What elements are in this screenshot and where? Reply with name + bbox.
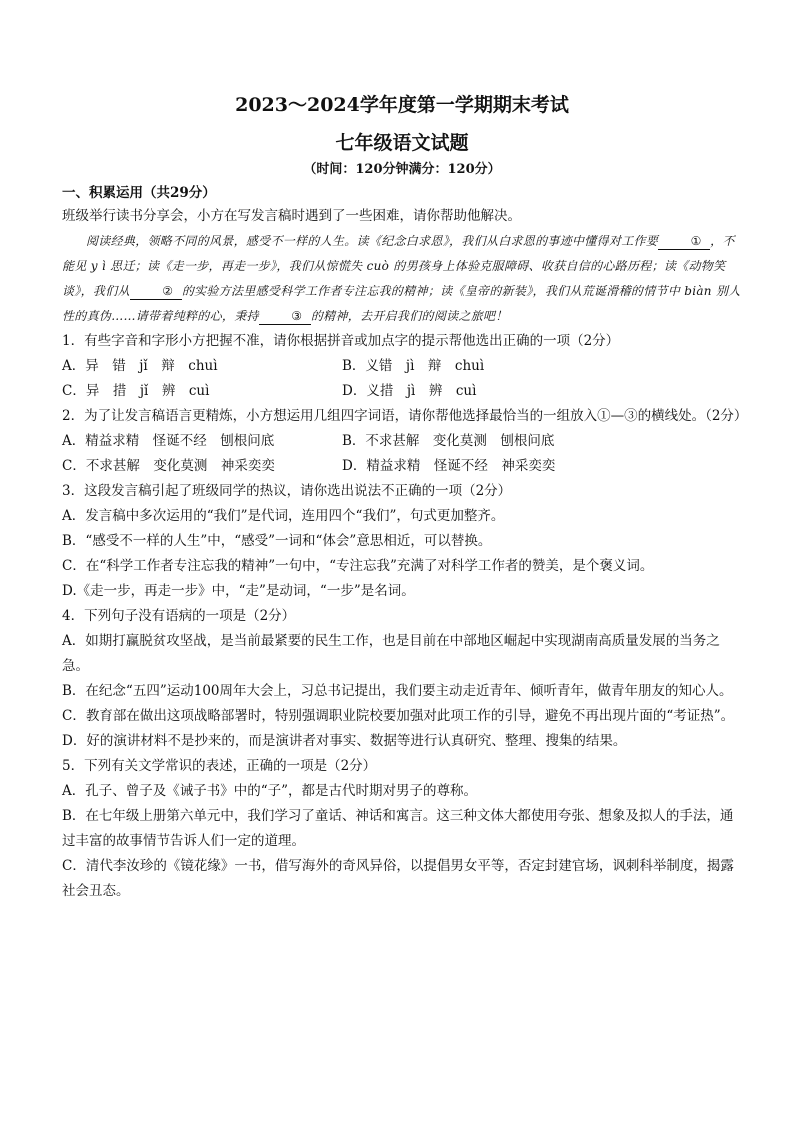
- question-3-option-a: A．发言稿中多次运用的“我们”是代词，连用四个“我们”，句式更加整齐。: [62, 508, 505, 524]
- question-2-options-row-2: [62, 454, 742, 479]
- exam-page: [62, 92, 748, 904]
- question-3-option-d: D.《走一步，再走一步》中，“走”是动词，“一步”是名词。: [62, 583, 415, 599]
- question-4-option-a: A．如期打赢脱贫攻坚战，是当前最紧要的民生工作，也是目前在中部地区崛起中实现湖南高质量发展的当务之急。: [62, 633, 720, 674]
- section-heading: 一、积累运用（共29分）: [62, 185, 216, 201]
- blank-1: ①: [658, 233, 710, 250]
- question-2-stem: 2．为了让发言稿语言更精炼，小方想运用几组四字词语，请你帮他选择最恰当的一组放入①—③的横线处。（2分）: [62, 408, 748, 424]
- question-2-option-b: B．不求甚解 变化莫测 刨根问底: [342, 433, 555, 449]
- passage-text-1: 阅读经典，领略不同的风景，感受不一样的人生。读《纪念白求恩》，我们从白求恩的事迹中懂得对工作要: [86, 234, 659, 248]
- question-1-option-d: D．义措 jì 辨 cuì: [342, 383, 477, 399]
- question-4-option-d: D．好的演讲材料不是抄来的，而是演讲者对事实、数据等进行认真研究、整理、搜集的结果。: [62, 733, 627, 749]
- passage-text-4: 的精神，去开启我们的阅读之旅吧！: [310, 309, 508, 323]
- passage-text-2: ，不能见 y ì 思迁；读《走一步，再走一步》，我们从惊慌失 cuò 的男孩身上体验克服障碍、收获自信的心路历程；读《动物笑谈》，我们从: [62, 234, 735, 298]
- question-5-option-c: C．清代李汝珍的《镜花缘》一书，借写海外的奇风异俗，以提倡男女平等，否定封建官场，讽刺科举制度，揭露社会丑态。: [62, 858, 734, 899]
- question-5-option-a: A．孔子、曾子及《诫子书》中的“子”，都是古代时期对男子的尊称。: [62, 783, 478, 799]
- question-2-options-row-1: [62, 429, 742, 454]
- question-3-option-c: C．在“科学工作者专注忘我的精神”一句中，“专注忘我”充满了对科学工作者的赞美，是个褒义词。: [62, 558, 654, 574]
- question-1-stem: 1．有些字音和字形小方把握不准，请你根据拼音或加点字的提示帮他选出正确的一项（2分）: [62, 333, 620, 349]
- question-5-stem: 5．下列有关文学常识的表述，正确的一项是（2分）: [62, 758, 377, 774]
- question-1-option-a: A．异 错 jǐ 辩 chuì: [62, 358, 218, 374]
- section-intro: 班级举行读书分享会，小方在写发言稿时遇到了一些困难，请你帮助他解决。: [62, 208, 521, 224]
- passage-text-3: 的实验方法里感受科学工作者专注忘我的精神；读《皇帝的新装》，我们从荒诞滑稽的情节中 biàn 别人性的真伪……请带着纯粹的心，秉持: [62, 284, 741, 323]
- question-1-option-c: C．异 措 jǐ 辨 cuì: [62, 383, 210, 399]
- question-3-stem: 3．这段发言稿引起了班级同学的热议，请你选出说法不正确的一项（2分）: [62, 483, 512, 499]
- question-1-options-row-1: [62, 354, 742, 379]
- blank-2: ②: [130, 283, 182, 300]
- question-1-option-b: B．义错 jì 辩 chuì: [342, 358, 485, 374]
- question-2-option-d: D．精益求精 怪诞不经 神采奕奕: [342, 458, 556, 474]
- question-2-option-c: C．不求甚解 变化莫测 神采奕奕: [62, 458, 275, 474]
- question-2-option-a: A．精益求精 怪诞不经 刨根问底: [62, 433, 275, 449]
- question-4-option-c: C．教育部在做出这项战略部署时，特别强调职业院校要加强对此项工作的引导，避免不再出现片面的“考证热”。: [62, 708, 735, 724]
- exam-subtitle: 七年级语文试题: [335, 132, 469, 154]
- reading-passage: [62, 229, 742, 329]
- question-4-stem: 4．下列句子没有语病的一项是（2分）: [62, 608, 296, 624]
- question-3-option-b: B．“感受不一样的人生”中，“感受”一词和“体会”意思相近，可以替换。: [62, 533, 492, 549]
- question-4-option-b: B．在纪念“五四”运动100周年大会上，习总书记提出，我们要主动走近青年、倾听青年，做青年朋友的知心人。: [62, 683, 733, 699]
- question-1-options-row-2: [62, 379, 742, 404]
- blank-3: ③: [259, 308, 311, 325]
- exam-meta: （时间：120分钟满分：120分）: [303, 162, 501, 177]
- exam-title: 2023～2024学年度第一学期期末考试: [235, 94, 569, 116]
- question-5-option-b: B．在七年级上册第六单元中，我们学习了童话、神话和寓言。这三种文体大都使用夸张、想象及拟人的手法，通过丰富的故事情节告诉人们一定的道理。: [62, 808, 734, 849]
